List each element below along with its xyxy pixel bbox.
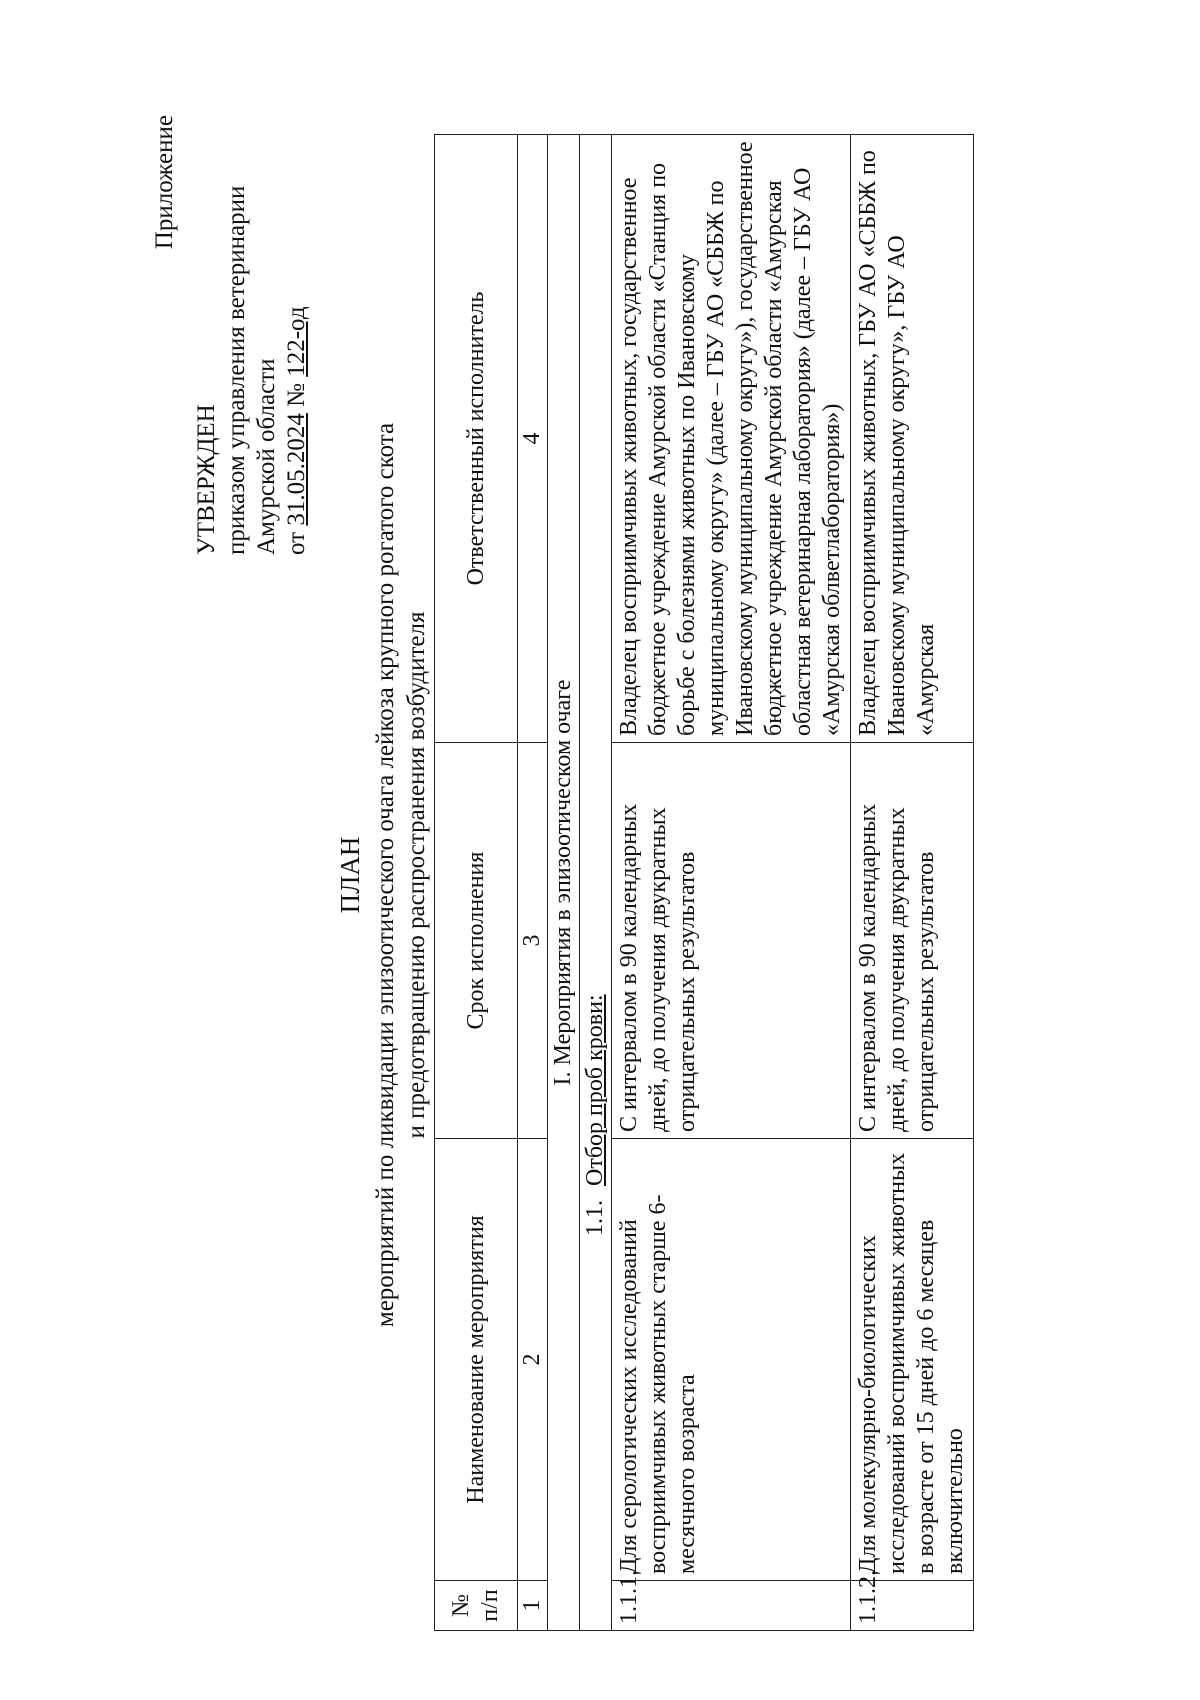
row-number: 1.1.1. [612, 1581, 851, 1631]
document-title [335, 95, 432, 1655]
plan-subtitle-line-1: мероприятий по ликвидации эпизоотического очага лейкоза крупного рогатого скота [372, 422, 399, 1328]
header-num [435, 1581, 518, 1631]
row-responsible: Владелец восприимчивых животных, ГБУ АО «СББЖ по Ивановскому муниципальному округу», ГБУ АО «Амурская [851, 135, 974, 743]
subsection-title: Отбор проб крови: [582, 994, 608, 1186]
section-title: I. Мероприятия в эпизоотическом очаге [548, 135, 580, 1631]
row-activity-name: Для серологических исследований восприимчивых животных старше 6-месячного возраста [612, 1139, 851, 1581]
row-term: С интервалом в 90 календарных дней, до получения двукратных отрицательных результатов [851, 743, 974, 1139]
approval-date-line [282, 115, 312, 555]
approval-line-2: Амурской области [253, 358, 280, 555]
column-number: 1 [518, 1581, 548, 1631]
table-row [851, 135, 974, 1631]
section-row [548, 135, 580, 1631]
column-number-row [518, 135, 548, 1631]
row-number: 1.1.2. [851, 1581, 974, 1631]
table-header-row [435, 135, 518, 1631]
header-name: Наименование мероприятия [435, 1139, 518, 1581]
header-num-pp: п/п [477, 1589, 503, 1622]
header-responsible: Ответственный исполнитель [435, 135, 518, 743]
document-page [150, 95, 1190, 1655]
from-prefix: от [283, 531, 310, 555]
column-number: 2 [518, 1139, 548, 1581]
row-activity-name: Для молекулярно-биологических исследований восприимчивых животных в возрасте от 15 дней до 6 месяцев включительно [851, 1139, 974, 1581]
number-sign: № [283, 383, 310, 407]
appendix-label: Приложение [151, 115, 178, 250]
approval-line-1: приказом управления ветеринарии [223, 185, 250, 555]
order-date: 31.05.2024 [283, 413, 310, 526]
column-number: 3 [518, 743, 548, 1139]
header-num-sign: № [448, 1594, 474, 1617]
row-term: С интервалом в 90 календарных дней, до получения двукратных отрицательных результатов [612, 743, 851, 1139]
plan-subtitle-line-2: и предотвращению распространения возбудителя [403, 611, 430, 1139]
subsection-cell [580, 135, 612, 1631]
row-responsible: Владелец восприимчивых животных, государственное бюджетное учреждение Амурской области «Станция по борьбе с болезнями животных по Ивановскому муниципальному округу» (далее – ГБУ АО «СББЖ по Ивановскому муниципальному округу»), государственное бюджетное учреждение Амурской области «Амурская областная ветеринарная лаборатория» (далее – ГБУ АО «Амурская облветлаборатория») [612, 135, 851, 743]
plan-heading: ПЛАН [335, 836, 365, 914]
approval-stamp [150, 115, 312, 555]
order-number: 122-од [283, 306, 310, 377]
subsection-number: 1.1. [582, 1200, 608, 1236]
subsection-row [580, 135, 612, 1631]
approved-label: УТВЕРЖДЕН [193, 404, 220, 555]
plan-table [434, 134, 974, 1631]
column-number: 4 [518, 135, 548, 743]
header-term: Срок исполнения [435, 743, 518, 1139]
table-row [612, 135, 851, 1631]
